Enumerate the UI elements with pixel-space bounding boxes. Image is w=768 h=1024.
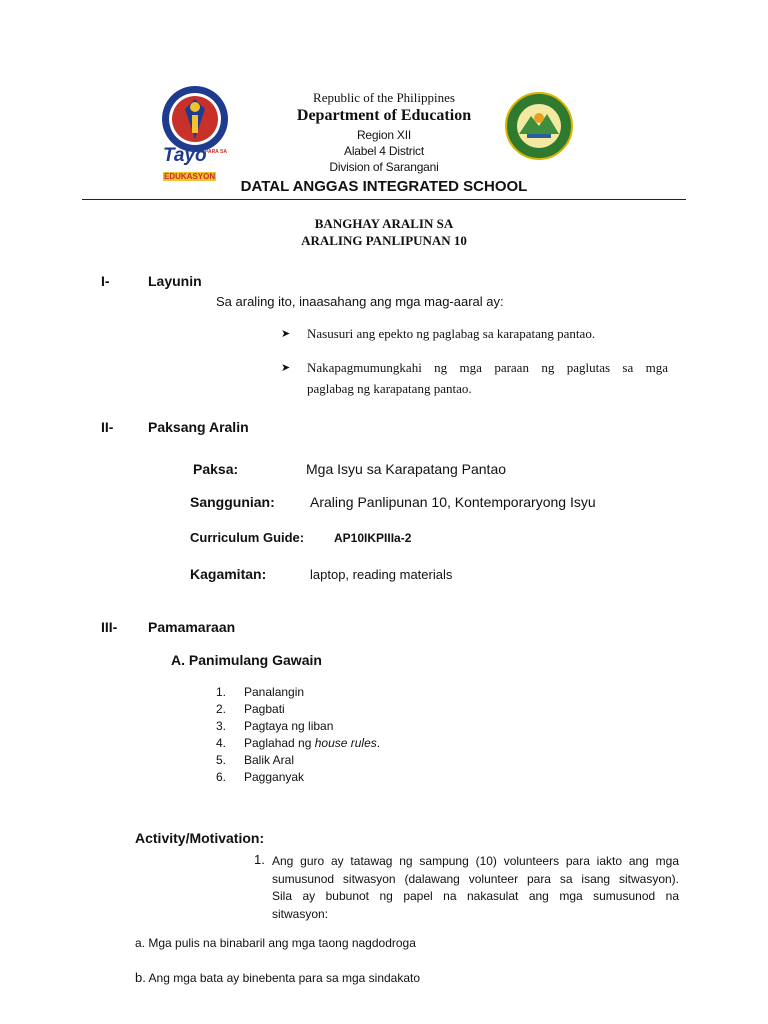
activity-line-2: sumusunod sitwasyon (dalawang volunteer para sa isang sitwasyon). <box>272 871 679 886</box>
step-number: 2. <box>216 702 227 716</box>
list-item <box>216 718 380 735</box>
step-number: 5. <box>216 753 227 767</box>
list-item <box>216 752 380 769</box>
lesson-title-line2: ARALING PANLIPUNAN 10 <box>301 233 467 248</box>
list-item <box>216 735 380 752</box>
situation-b <box>135 970 420 985</box>
tayo-logo-sub1: PARA SA <box>205 149 227 155</box>
header-department: Department of Education <box>296 107 472 124</box>
header-republic: Republic of the Philippines <box>313 90 455 105</box>
situation-letter: b. <box>135 970 146 985</box>
section1-intro: Sa araling ito, inaasahang ang mga mag-aaral ay: <box>216 294 504 309</box>
section1-heading: Layunin <box>148 273 202 289</box>
activity-item-number: 1. <box>254 852 265 867</box>
list-item <box>216 769 380 786</box>
situation-text: Mga pulis na binabaril ang mga taong nagdodroga <box>148 936 416 950</box>
step-number: 4. <box>216 736 227 750</box>
activity-heading: Activity/Motivation: <box>135 830 265 846</box>
situation-letter: a. <box>135 936 146 950</box>
lesson-title-line1: BANGHAY ARALIN SA <box>314 216 454 231</box>
step-text: Panalangin <box>244 685 305 699</box>
kagamitan-value: laptop, reading materials <box>310 567 453 582</box>
step-text: Pagtaya ng liban <box>244 719 334 733</box>
header-region: Region XII <box>356 128 412 142</box>
situation-text: Ang mga bata ay binebenta para sa mga sindakato <box>148 971 421 985</box>
section1-numeral: I- <box>101 273 110 289</box>
step-text: Pagganyak <box>244 770 305 784</box>
header-division: Division of Sarangani <box>329 160 439 174</box>
step-number: 1. <box>216 685 227 699</box>
step-text-italic: house rules <box>314 736 377 750</box>
arrowhead-bullet-icon: ➤ <box>281 362 291 374</box>
section2-heading: Paksang Aralin <box>148 419 249 435</box>
curriculum-guide-value: AP10IKPIIIa-2 <box>334 531 412 545</box>
sanggunian-value: Araling Panlipunan 10, Kontemporaryong Isyu <box>310 494 596 510</box>
paksa-value: Mga Isyu sa Karapatang Pantao <box>306 461 507 477</box>
section3-numeral: III- <box>101 619 118 635</box>
arrowhead-bullet-icon: ➤ <box>281 328 291 340</box>
header-divider <box>82 199 686 200</box>
objective-1-text: Nasusuri ang epekto ng paglabag sa karapatang pantao. <box>307 326 596 341</box>
curriculum-guide-label: Curriculum Guide: <box>190 530 305 545</box>
kagamitan-label: Kagamitan: <box>190 566 267 582</box>
activity-line-1: Ang guro ay tatawag ng sampung (10) volunteers para iakto ang mga <box>272 854 679 868</box>
situation-a <box>135 936 416 950</box>
activity-item-text <box>272 853 679 923</box>
step-text-tail: . <box>376 736 381 750</box>
step-text: Pagbati <box>244 702 285 716</box>
tayo-logo-main: Tayo <box>163 145 207 166</box>
step-text: Paglahad ng <box>244 736 315 750</box>
step-number: 3. <box>216 719 227 733</box>
list-item <box>216 684 380 701</box>
tayo-logo-sub2: EDUKASYON <box>164 172 216 181</box>
steps-list <box>216 684 380 786</box>
list-item <box>216 701 380 718</box>
section3-heading: Pamamaraan <box>148 619 236 635</box>
header-district: Alabel 4 District <box>344 144 424 158</box>
objective-2-text-line2: paglabag ng karapatang pantao. <box>307 381 472 396</box>
paksa-label: Paksa: <box>193 461 239 477</box>
step-text: Balik Aral <box>244 753 295 767</box>
subsection-a-heading: A. Panimulang Gawain <box>171 652 322 668</box>
header-school-name: DATAL ANGGAS INTEGRATED SCHOOL <box>240 178 528 195</box>
step-number: 6. <box>216 770 227 784</box>
objective-2-text-line1: Nakapagmumungkahi ng mga paraan ng paglutas sa mga <box>307 360 668 375</box>
sanggunian-label: Sanggunian: <box>190 494 275 510</box>
activity-line-3: Sila ay bubunot ng papel na nakasulat ang mga sumusunod na <box>272 889 679 903</box>
activity-line-4: sitwasyon: <box>272 906 329 921</box>
section2-numeral: II- <box>101 419 114 435</box>
